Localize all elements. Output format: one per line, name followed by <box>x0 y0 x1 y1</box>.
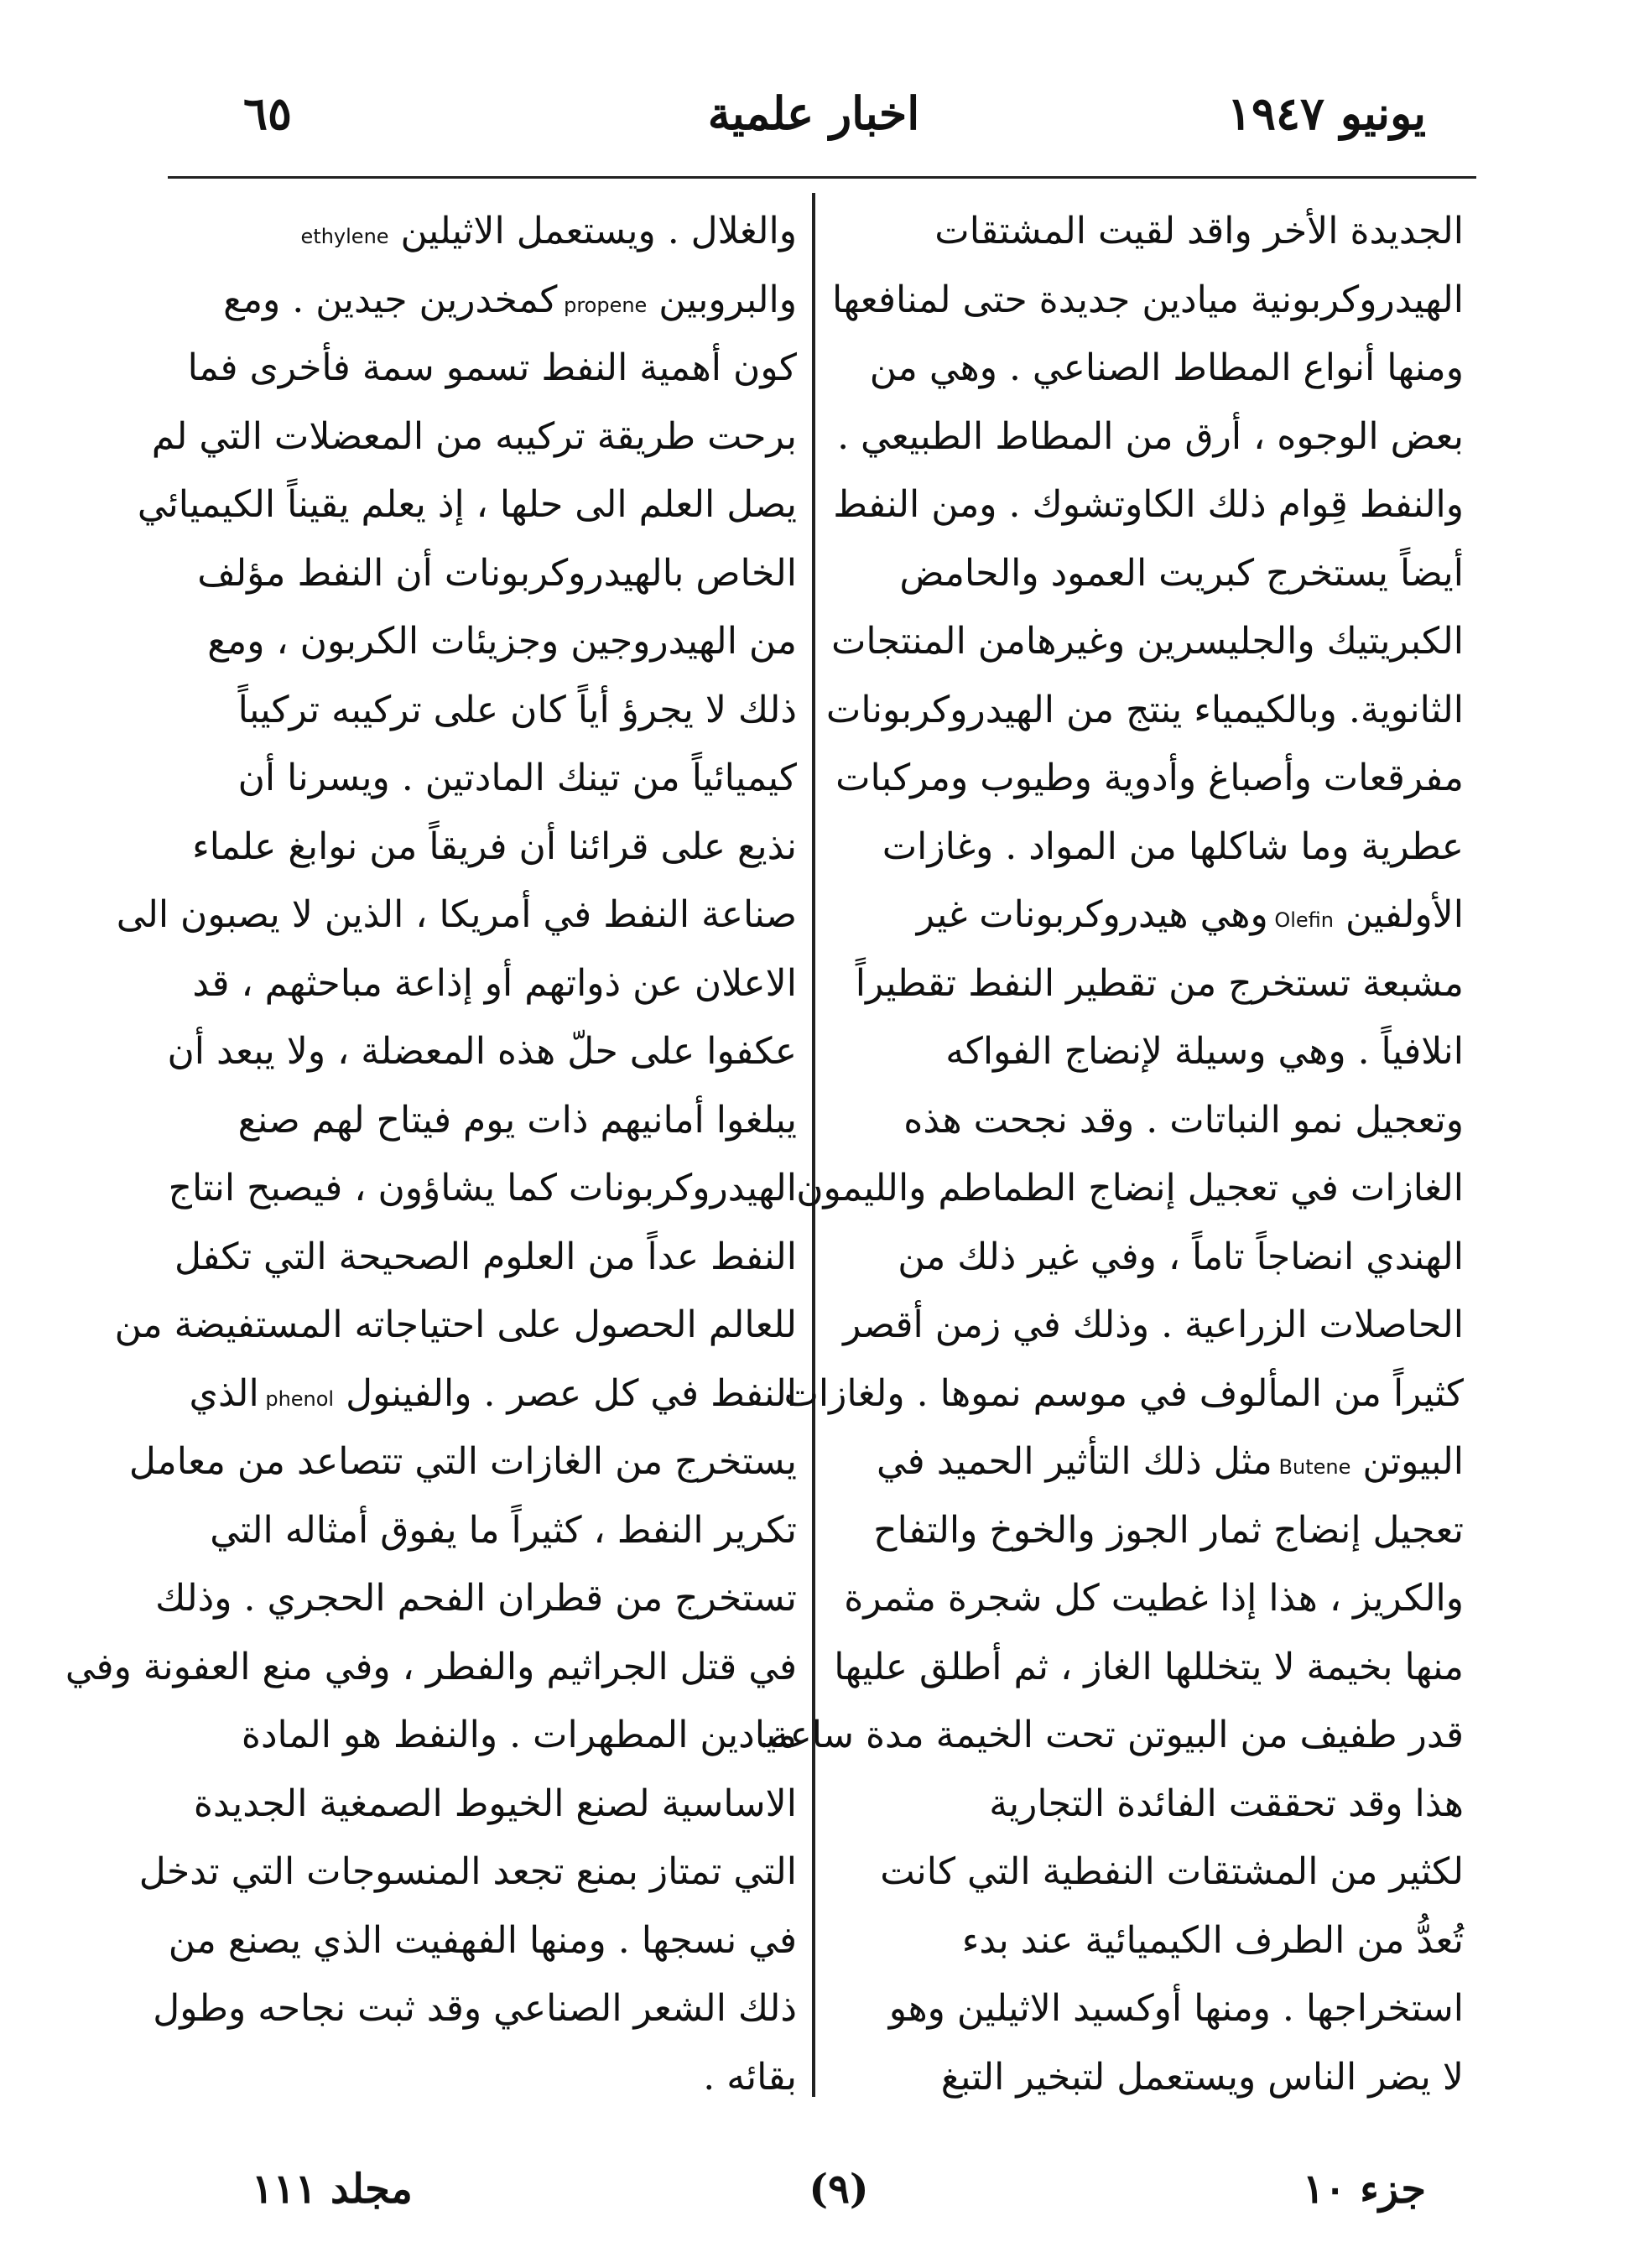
text-line: للعالم الحصول على احتياجاته المستفيضة من <box>114 1303 797 1346</box>
text-line: ميادين المطهرات . والنفط هو المادة <box>241 1714 797 1756</box>
text-line: ذلك الشعر الصناعي وقد ثبت نجاحه وطول <box>153 1987 797 2030</box>
page-footer <box>252 2151 1426 2227</box>
latin-term: Olefin <box>1267 908 1334 932</box>
text-line: تُعدُّ من الطرف الكيميائية عند بدء <box>961 1918 1464 1962</box>
text-line: استخراجها . ومنها أوكسيد الاثيلين وهو <box>888 1987 1464 2030</box>
text-line: برحت طريقة تركيبه من المعضلات التي لم <box>151 414 797 458</box>
text-line: من الهيدروجين وجزيئات الكربون ، ومع <box>207 620 797 663</box>
text-line: يصل العلم الى حلها ، إذ يعلم يقيناً الكيميائي <box>137 483 797 526</box>
text-line: منها بخيمة لا يتخللها الغاز ، ثم أطلق عليها <box>834 1645 1464 1688</box>
text-line: ومنها أنواع المطاط الصناعي . وهي من <box>869 346 1464 389</box>
header-section-title: اخبار علمية <box>707 86 920 140</box>
text-line: لكثير من المشتقات النفطية التي كانت <box>880 1850 1464 1893</box>
text-line: والغلال . ويستعمل الاثيلين ethylene <box>300 210 797 252</box>
latin-term: propene <box>557 293 648 317</box>
text-line: كيميائياً من تينك المادتين . ويسرنا أن <box>237 757 797 799</box>
text-line: يستخرج من الغازات التي تتصاعد من معامل <box>128 1440 797 1483</box>
text-line: وتعجيل نمو النباتات . وقد نجحت هذه <box>903 1098 1464 1142</box>
text-line: هذا وقد تحققت الفائدة التجارية <box>989 1782 1464 1825</box>
text-line: ذلك لا يجرؤ أياً كان على تركيبه تركيباً <box>237 688 797 731</box>
header-page-number: ٦٥ <box>243 86 293 140</box>
header-date: يونيو ١٩٤٧ <box>1227 86 1426 140</box>
text-line: التي تمتاز بمنع تجعد المنسوجات التي تدخل <box>138 1850 797 1893</box>
text-line: نذيع على قرائنا أن فريقاً من نوابغ علماء <box>192 824 797 868</box>
text-line: مفرقعات وأصباغ وأدوية وطيوب ومركبات <box>835 757 1464 799</box>
text-line: تستخرج من قطران الفحم الحجري . وذلك <box>155 1577 797 1620</box>
text-line: البيوتن Butene مثل ذلك التأثير الحميد في <box>877 1440 1464 1483</box>
text-line: في قتل الجراثيم والفطر ، وفي منع العفونة وفي <box>65 1645 797 1688</box>
text-line: قدر طفيف من البيوتن تحت الخيمة مدة ساعة. <box>757 1714 1464 1756</box>
text-line: الاساسية لصنع الخيوط الصمغية الجديدة <box>193 1782 797 1825</box>
footer-part-number: جزء ١٠ <box>1303 2166 1426 2213</box>
text-line: الخاص بالهيدروكربونات أن النفط مؤلف <box>197 551 797 595</box>
latin-term: ethylene <box>300 225 389 248</box>
column-divider <box>812 193 815 2097</box>
text-line: النفط في كل عصر . والفينول phenol الذي <box>189 1371 797 1415</box>
footer-volume-number: مجلد ١١١ <box>252 2166 413 2213</box>
text-line: الغازات في تعجيل إنضاج الطماطم والليمون <box>796 1167 1464 1209</box>
footer-sheet-number: (٩) <box>809 2166 869 2213</box>
text-line: كون أهمية النفط تسمو سمة فأخرى فما <box>187 346 797 389</box>
text-line: تكرير النفط ، كثيراً ما يفوق أمثاله التي <box>210 1508 797 1552</box>
text-line: لا يضر الناس ويستعمل لتبخير التبغ <box>940 2055 1464 2099</box>
text-line: الأولفين Olefin وهي هيدروكربونات غير <box>916 893 1464 936</box>
left-text-column <box>65 197 797 2111</box>
text-line: انلافياً . وهي وسيلة لإنضاج الفواكه <box>945 1030 1464 1073</box>
text-line: يبلغوا أمانيهم ذات يوم فيتاح لهم صنع <box>237 1098 797 1142</box>
latin-term: phenol <box>258 1386 335 1411</box>
text-line: بقائه . <box>703 2055 797 2099</box>
text-line: عكفوا على حلّ هذه المعضلة ، ولا يبعد أن <box>167 1030 797 1073</box>
text-line: الحاصلات الزراعية . وذلك في زمن أقصر <box>843 1303 1464 1346</box>
latin-term: Butene <box>1272 1455 1351 1479</box>
text-line: في نسجها . ومنها الفهفيت الذي يصنع من <box>168 1918 797 1962</box>
text-line: والنفط قِوام ذلك الكاوتشوك . ومن النفط <box>833 483 1464 526</box>
text-line: النفط عداً من العلوم الصحيحة التي تكفل <box>174 1235 797 1278</box>
text-line: الجديدة الأخر واقد لقيت المشتقات <box>934 210 1464 252</box>
text-line: كثيراً من المألوف في موسم نموها . ولغازات <box>783 1371 1464 1415</box>
text-line: تعجيل إنضاج ثمار الجوز والخوخ والتفاح <box>873 1508 1464 1552</box>
text-line: بعض الوجوه ، أرق من المطاط الطبيعي . <box>837 414 1464 458</box>
text-line: الهيدروكربونية ميادين جديدة حتى لمنافعها <box>832 278 1464 321</box>
text-line: الهيدروكربونات كما يشاؤون ، فيصبح انتاج <box>168 1167 797 1209</box>
text-line: والبروبين propene كمخدرين جيدين . ومع <box>223 278 797 321</box>
text-line: مشبعة تستخرج من تقطير النفط تقطيراً <box>855 961 1464 1005</box>
text-line: الثانوية. وبالكيمياء ينتج من الهيدروكربونات <box>825 688 1464 731</box>
header-divider <box>168 176 1476 179</box>
text-line: عطرية وما شاكلها من المواد . وغازات <box>882 824 1464 868</box>
text-line: والكريز ، هذا إذا غطيت كل شجرة مثمرة <box>844 1577 1464 1620</box>
text-line: الاعلان عن ذواتهم أو إذاعة مباحثهم ، قد <box>192 961 797 1005</box>
right-text-column <box>757 197 1464 2111</box>
text-line: الهندي انضاجاً تاماً ، وفي غير ذلك من <box>898 1235 1464 1278</box>
page-header <box>201 75 1426 151</box>
text-line: الكبريتيك والجليسرين وغيرهامن المنتجات <box>830 620 1464 663</box>
text-line: صناعة النفط في أمريكا ، الذين لا يصبون الى <box>116 893 797 936</box>
text-line: أيضاً يستخرج كبريت العمود والحامض <box>899 551 1464 595</box>
